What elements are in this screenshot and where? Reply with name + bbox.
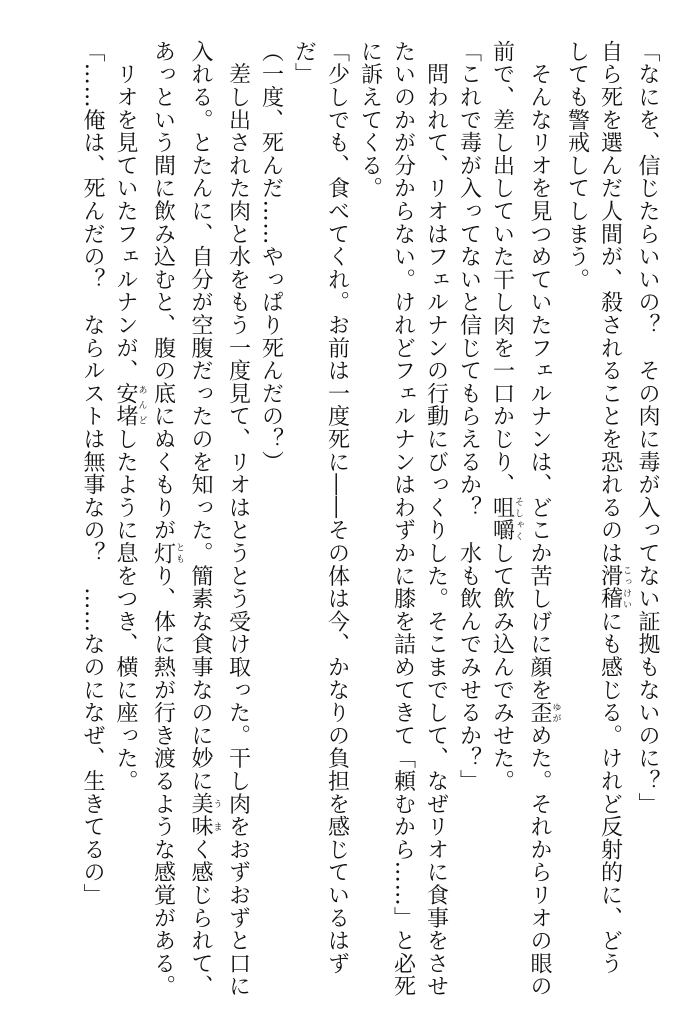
text-line: あっという間に飲み込むと、腹の底にぬくもりが灯ともり、体に熱が行き渡るような感覚がある。 bbox=[150, 40, 184, 998]
text-line: たいのかが分からない。けれどフェルナンはわずかに膝を詰めてきて「頼むから……」と必死 bbox=[390, 40, 416, 998]
text-line: に訴えてくる。 bbox=[357, 40, 383, 200]
text-line: 問われて、リオはフェルナンの行動にびっくりした。そこまでして、なぜリオに食事をさせ bbox=[423, 40, 449, 998]
text-line: 差し出された肉と水をもう一度見て、リオはとうとう受け取った。干し肉をおずおずと口に bbox=[225, 40, 251, 998]
text-line: リオを見ていたフェルナンが、安堵あんどしたように息をつき、横に座った。 bbox=[113, 40, 147, 793]
text-line: だ」 bbox=[291, 40, 317, 86]
text-line: 入れる。とたんに、自分が空腹だったのを知った。簡素な食事なのに妙に美味うまく感じられて、 bbox=[188, 40, 222, 998]
ruby-annotation: 滑稽こっけい bbox=[597, 564, 631, 611]
ruby-annotation: 安堵あんど bbox=[113, 382, 147, 428]
text-line: 「少しでも、食べてくれ。お前は一度死に――その体は今、かなりの負担を感じているはず bbox=[324, 40, 350, 975]
ruby-annotation: 歪ゆが bbox=[527, 701, 561, 725]
text-line: そんなリオを見つめていたフェルナンは、どこか苦しげに顔を歪ゆがめた。それからリオの眼の bbox=[527, 40, 561, 998]
ruby-annotation: 美味うま bbox=[188, 792, 222, 839]
text-line: 自ら死を選んだ人間が、殺されることを恐れるのは滑稽こっけいにも感じる。けれど反射的に、どう bbox=[597, 40, 631, 975]
text-line: （一度、死んだ……やっぱり死んだの？） bbox=[258, 40, 284, 474]
body-text bbox=[76, 40, 664, 998]
text-line: しても警戒してしまう。 bbox=[564, 40, 590, 291]
text-line: 「これで毒が入ってないと信じてもらえるか？ 水も飲んでみせるか？」 bbox=[456, 40, 482, 793]
text-line: 前で、差し出していた干し肉を一口かじり、咀嚼そしゃくして飲み込んでみせた。 bbox=[489, 40, 523, 793]
text-line: 「……俺は、死んだの？ ならルストは無事なの？ ……なのになぜ、生きてるの」 bbox=[80, 40, 105, 907]
ruby-annotation: 灯とも bbox=[150, 541, 184, 565]
text-line: 「なにを、信じたらいいの？ その肉に毒が入ってない証拠もないのに？」 bbox=[635, 40, 660, 816]
ruby-annotation: 咀嚼そしゃく bbox=[489, 496, 523, 542]
